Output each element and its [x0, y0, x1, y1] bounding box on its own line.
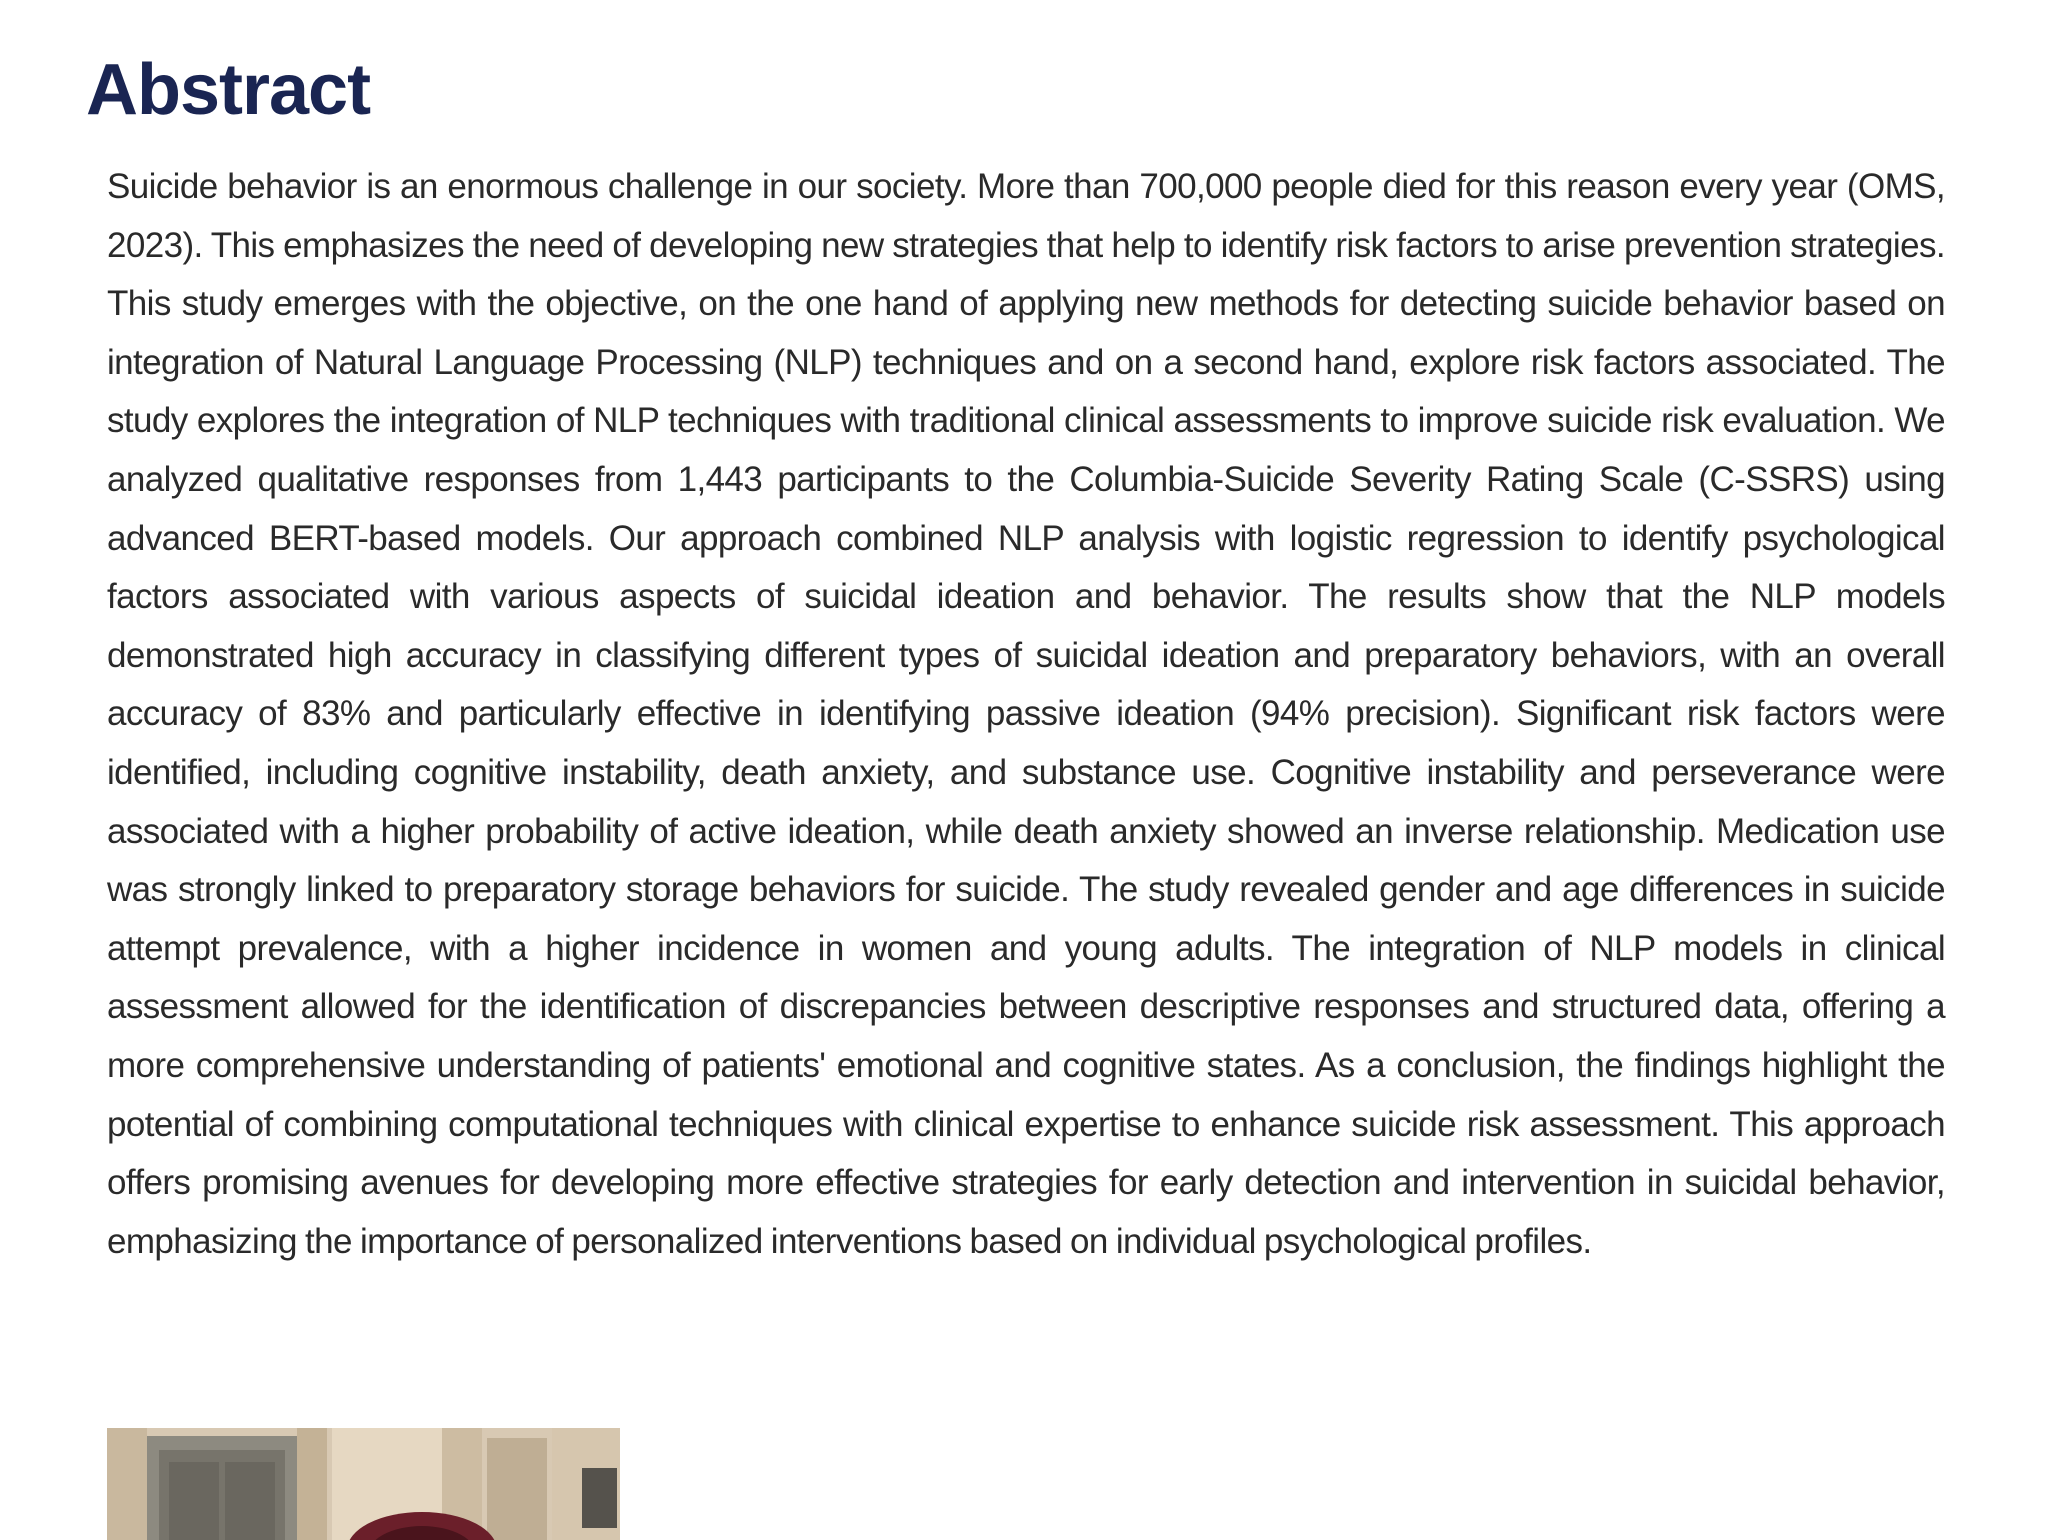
abstract-body: Suicide behavior is an enormous challenge in our society. More than 700,000 people died for this reason every year (OMS, 2023). This emphasizes the need of developing new strategies that help to identify risk factors to arise prevention strategies. This study emerges with the objective, on the one hand of applying new methods for detecting suicide behavior based on integration of Natural Language Processing (NLP) techniques and on a second hand, explore risk factors associated. The study explores the integration of NLP techniques with traditional clinical assessments to improve suicide risk evaluation. We analyzed qualitative responses from 1,443 participants to the Columbia-Suicide Severity Rating Scale (C-SSRS) using advanced BERT-based models. Our approach combined NLP analysis with logistic regression to identify psychological factors associated with various aspects of suicidal ideation and behavior. The results show that the NLP models demonstrated high accuracy in classifying different types of suicidal ideation and preparatory behaviors, with an overall accuracy of 83% and particularly effective in identifying passive ideation (94% precision). Significant risk factors were identified, including cognitive instability, death anxiety, and substance use. Cognitive instability and perseverance were associated with a higher probability of active ideation, while death anxiety showed an inverse relationship. Medication use was strongly linked to preparatory storage behaviors for suicide. The study revealed gender and age differences in suicide attempt prevalence, with a higher incidence in women and young adults. The integration of NLP models in clinical assessment allowed for the identification of discrepancies between descriptive responses and structured data, offering a more comprehensive understanding of patients' emotional and cognitive states. As a conclusion, the findings highlight the potential of combining computational techniques with clinical expertise to enhance suicide risk assessment. This approach offers promising avenues for developing more effective strategies for early detection and intervention in suicidal behavior, emphasizing the importance of personalized interventions based on individual psychological profiles. [107, 167, 1945, 1261]
abstract-heading: Abstract [86, 50, 371, 130]
author-photo [107, 1428, 620, 1540]
